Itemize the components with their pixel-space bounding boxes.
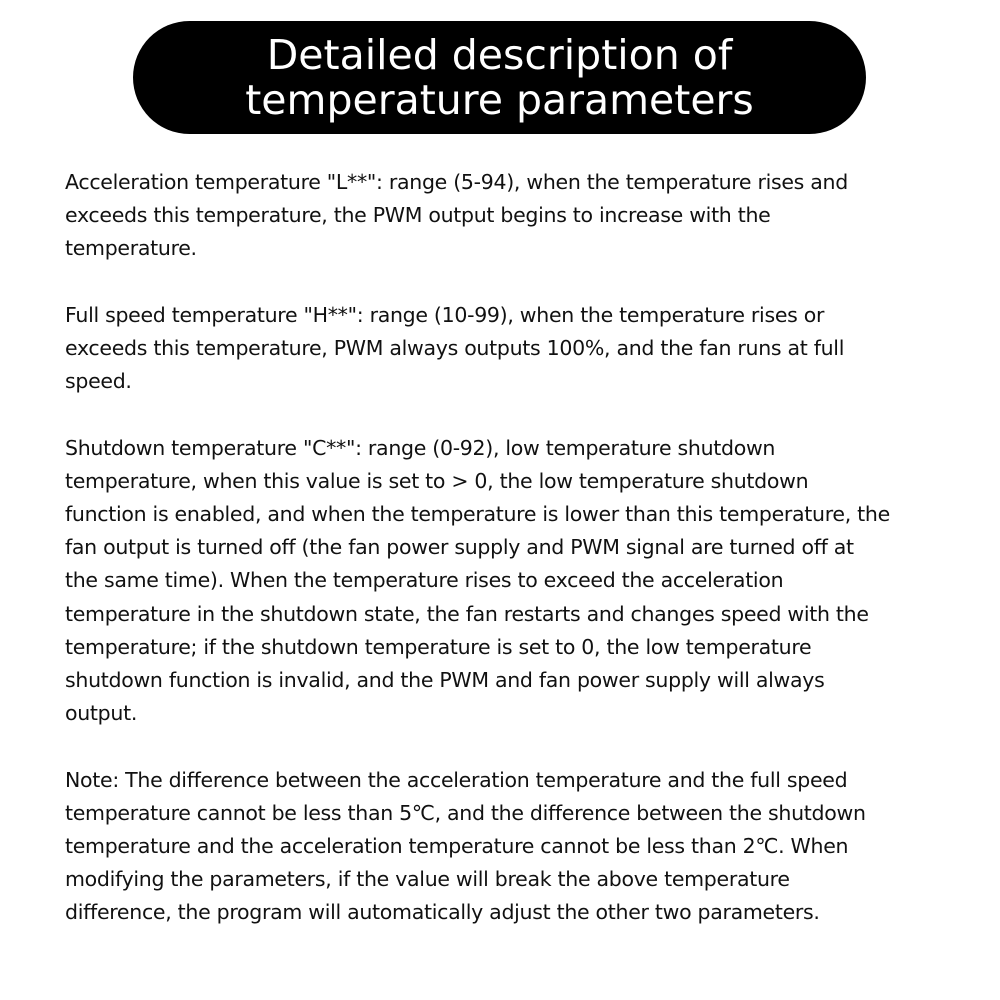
title-line: Detailed description of — [266, 30, 733, 79]
text-line: temperature and the acceleration temperature cannot be less than 2℃. When — [65, 834, 849, 859]
text-line: fan output is turned off (the fan power supply and PWM signal are turned off at — [65, 535, 854, 560]
description-body — [65, 166, 965, 963]
text-line: shutdown function is invalid, and the PWM and fan power supply will always — [65, 668, 825, 693]
text-line: the same time). When the temperature rises to exceed the acceleration — [65, 568, 784, 593]
text-line: temperature, when this value is set to > 0, the low temperature shutdown — [65, 468, 809, 493]
text-line: temperature in the shutdown state, the fan restarts and changes speed with the — [65, 601, 869, 626]
text-line: temperature; if the shutdown temperature is set to 0, the low temperature — [65, 634, 812, 659]
text-line: temperature. — [65, 236, 197, 261]
text-line: function is enabled, and when the temperature is lower than this temperature, the — [65, 502, 890, 526]
text-line: Note: The difference between the acceleration temperature and the full speed — [65, 767, 848, 792]
note-paragraph — [65, 764, 965, 930]
text-line: Full speed temperature "H**": range (10-99), when the temperature rises or — [65, 302, 825, 327]
text-line: exceeds this temperature, the PWM output begins to increase with the — [65, 203, 771, 228]
full-speed-temperature-paragraph — [65, 299, 965, 399]
text-line: temperature cannot be less than 5℃, and the difference between the shutdown — [65, 800, 866, 825]
text-line: Shutdown temperature "C**": range (0-92), low temperature shutdown — [65, 435, 776, 460]
acceleration-temperature-paragraph — [65, 166, 965, 266]
text-line: difference, the program will automatically adjust the other two parameters. — [65, 900, 820, 925]
text-line: output. — [65, 701, 138, 726]
text-line: modifying the parameters, if the value will break the above temperature — [65, 867, 790, 892]
text-line: Acceleration temperature "L**": range (5-94), when the temperature rises and — [65, 170, 848, 194]
shutdown-temperature-paragraph — [65, 432, 965, 731]
text-line: exceeds this temperature, PWM always outputs 100%, and the fan runs at full — [65, 336, 845, 360]
title-line: temperature parameters — [245, 75, 754, 124]
text-line: speed. — [65, 369, 132, 394]
title-banner — [133, 21, 866, 134]
